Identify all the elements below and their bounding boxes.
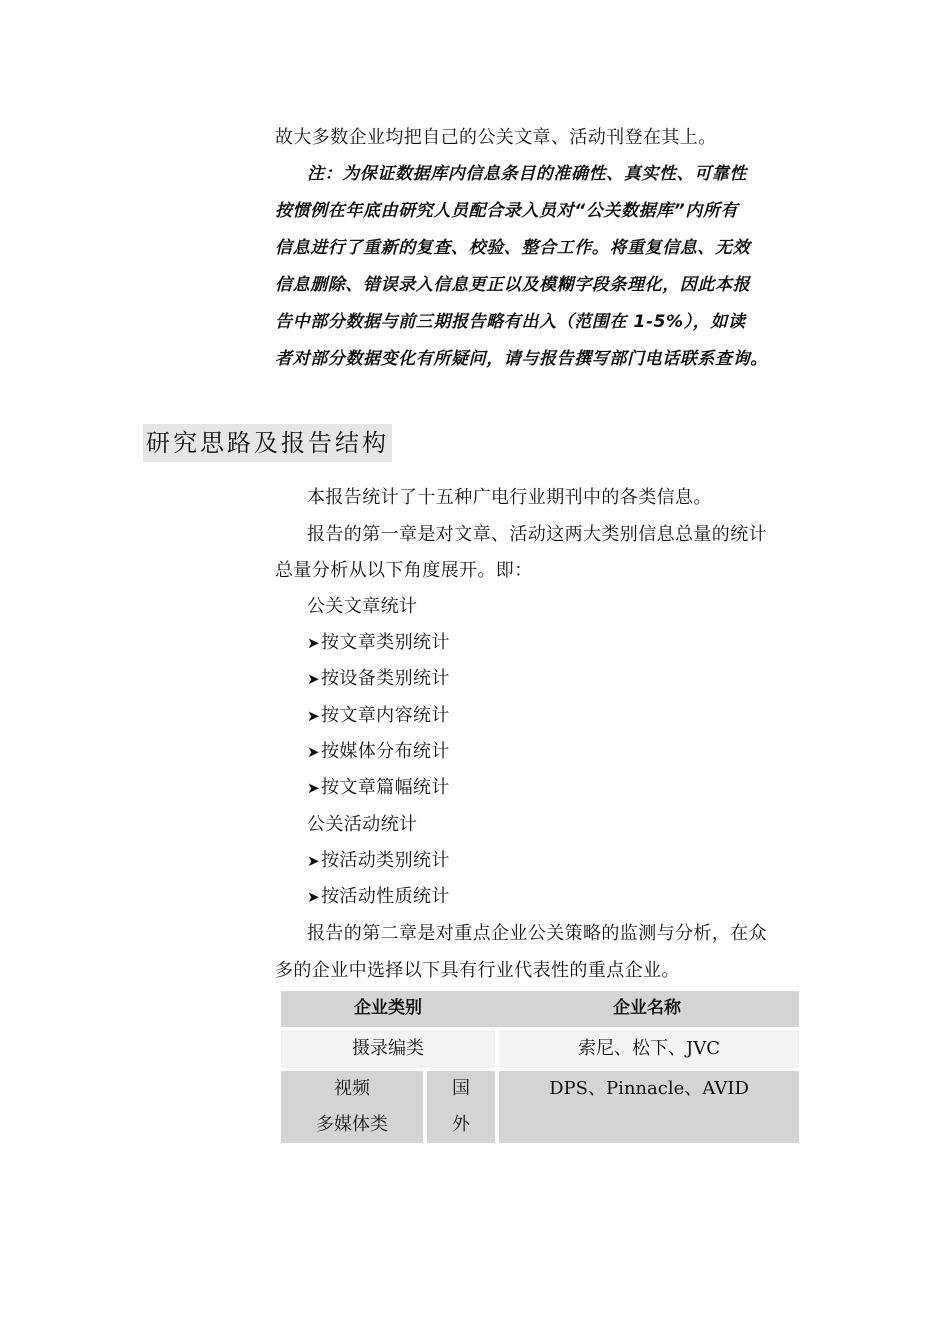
- chapter1-line: 总量分析从以下角度展开。即：: [275, 560, 533, 581]
- arrowhead-bullet-icon: ➤: [307, 707, 320, 725]
- note-line: 者对部分数据变化有所疑问，请与报告撰写部门电话联系查询。: [275, 349, 768, 369]
- list-item: [307, 698, 450, 734]
- list-item: [307, 770, 450, 806]
- note-line: 注：为保证数据库内信息条目的准确性、真实性、可靠性: [307, 164, 747, 184]
- arrowhead-bullet-icon: ➤: [307, 852, 320, 870]
- note-line: 信息进行了重新的复查、校验、整合工作。将重复信息、无效: [275, 238, 751, 258]
- note-line: 告中部分数据与前三期报告略有出入（范围在 1-5%），如读: [275, 312, 746, 332]
- note-line: 信息删除、错误录入信息更正以及模糊字段条理化，因此本报: [275, 275, 751, 295]
- cell-category: [281, 1068, 423, 1143]
- enterprise-table: [281, 991, 799, 1143]
- list-item-label: 按媒体分布统计: [320, 741, 450, 762]
- list-item: [307, 843, 450, 879]
- note-line: 按惯例在年底由研究人员配合录入员对“公关数据库”内所有: [275, 201, 739, 221]
- arrowhead-bullet-icon: ➤: [307, 670, 320, 688]
- arrowhead-bullet-icon: ➤: [307, 634, 320, 652]
- chapter1-line: 报告的第一章是对文章、活动这两大类别信息总量的统计: [307, 524, 767, 545]
- cell-category-line: 视频: [334, 1078, 370, 1099]
- chapter2-line: 报告的第二章是对重点企业公关策略的监测与分析，在众: [307, 923, 767, 944]
- list-item: [307, 625, 450, 661]
- cell-sub-line: 国: [452, 1078, 470, 1099]
- arrowhead-bullet-icon: ➤: [307, 743, 320, 761]
- list-item-label: 按设备类别统计: [320, 668, 450, 689]
- chapter2-line: 多的企业中选择以下具有行业代表性的重点企业。: [275, 960, 680, 981]
- cell-category-line: 多媒体类: [316, 1114, 388, 1135]
- table-row: [281, 1027, 799, 1068]
- list-item-label: 按文章内容统计: [320, 705, 450, 726]
- cell-sub-line: 外: [452, 1114, 470, 1135]
- group-title: 公关文章统计: [307, 596, 418, 617]
- section-heading: 研究思路及报告结构: [143, 424, 392, 462]
- header-category: 企业类别: [281, 991, 495, 1027]
- cell-names: 索尼、松下、JVC: [495, 1027, 799, 1068]
- list-item-label: 按文章类别统计: [320, 632, 450, 653]
- arrowhead-bullet-icon: ➤: [307, 888, 320, 906]
- paragraph-line: 故大多数企业均把自己的公关文章、活动刊登在其上。: [275, 127, 717, 148]
- list-item-label: 按活动类别统计: [320, 850, 450, 871]
- list-item-label: 按文章篇幅统计: [320, 777, 450, 798]
- cell-subcategory: [423, 1068, 495, 1143]
- cell-category: 摄录编类: [281, 1027, 495, 1068]
- header-name: 企业名称: [495, 991, 799, 1027]
- list-item: [307, 734, 450, 770]
- table-row: [281, 1068, 799, 1143]
- group-title: 公关活动统计: [307, 814, 418, 835]
- cell-names: DPS、Pinnacle、AVID: [495, 1068, 799, 1143]
- list-item: [307, 879, 450, 915]
- intro-paragraph: 本报告统计了十五种广电行业期刊中的各类信息。: [307, 487, 712, 508]
- arrowhead-bullet-icon: ➤: [307, 779, 320, 797]
- list-item-label: 按活动性质统计: [320, 886, 450, 907]
- list-item: [307, 661, 450, 697]
- table-header-row: [281, 991, 799, 1027]
